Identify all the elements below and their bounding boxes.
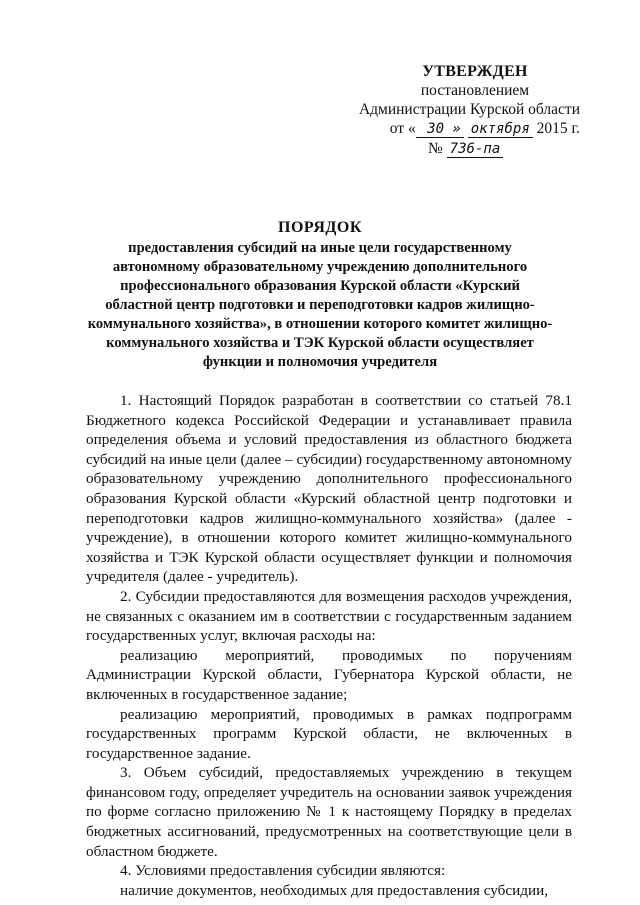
approval-title: УТВЕРЖДЕН	[422, 63, 528, 80]
approval-line-administration: Администрации Курской области	[358, 101, 580, 118]
heading-line: предоставления субсидий на иные цели государственному	[128, 240, 512, 256]
paragraph-2-item-1: реализацию мероприятий, проводимых по поручениям Администрации Курской области, Губернатора Курской области, не включенных в государственное задание;	[86, 646, 572, 703]
number-prefix: №	[428, 140, 443, 157]
date-day: 30 »	[416, 121, 464, 138]
number-value: 736-па	[447, 141, 504, 158]
heading-line: коммунального хозяйства и ТЭК Курской области осуществляет	[106, 335, 534, 351]
approval-date	[330, 119, 580, 139]
document-title: ПОРЯДОК	[278, 219, 362, 236]
heading-line: коммунального хозяйства», в отношении которого комитет жилищно-	[87, 316, 553, 332]
paragraph-2: 2. Субсидии предоставляются для возмещения расходов учреждения, не связанных с оказанием им в соответствии с государственным заданием государственных услуг, включая расходы на:	[86, 587, 572, 645]
heading-line: автономному образовательному учреждению дополнительного	[112, 259, 528, 275]
approval-line-resolution: постановлением	[420, 82, 530, 99]
paragraph-4: 4. Условиями предоставления субсидии являются:	[120, 862, 446, 880]
document-heading	[70, 218, 570, 372]
date-year: 2015 г.	[536, 120, 580, 137]
approval-stamp	[330, 62, 580, 159]
paragraph-2-item-2: реализацию мероприятий, проводимых в рамках подпрограмм государственных программ Курской области, не включенных в государственное задание.	[86, 705, 572, 762]
heading-line: профессионального образования Курской области «Курский	[120, 278, 520, 294]
paragraph-3: 3. Объем субсидий, предоставляемых учреждению в текущем финансовом году, определяет учредитель на основании заявок учреждения по форме согласно приложению № 1 к настоящему Порядку в пределах бюджетных ассигнований, предусмотренных на соответствующие цели в областном бюджете.	[86, 764, 572, 860]
paragraph-1: 1. Настоящий Порядок разработан в соответствии со статьей 78.1 Бюджетного кодекса Российской Федерации и устанавливает правила определения объема и условий предоставления из областного бюджета субсидий на иные цели (далее – субсидии) государственному автономному образовательному учреждению дополнительного профессионального образования Курской области «Курский областной центр подготовки и переподготовки кадров жилищно-коммунального хозяйства» (далее - учреждение), в отношении которого комитет жилищно-коммунального хозяйства и ТЭК Курской области осуществляет функции и полномочия учредителя (далее - учредитель).	[86, 392, 572, 586]
paragraph-4-item-1: наличие документов, необходимых для предоставления субсидии,	[120, 881, 548, 899]
date-month: октября	[468, 121, 533, 138]
heading-line: функции и полномочия учредителя	[202, 354, 438, 370]
heading-line: областной центр подготовки и переподготовки кадров жилищно-	[105, 297, 535, 313]
document-body	[86, 391, 572, 900]
date-prefix: от «	[389, 120, 416, 137]
approval-number	[330, 139, 580, 159]
